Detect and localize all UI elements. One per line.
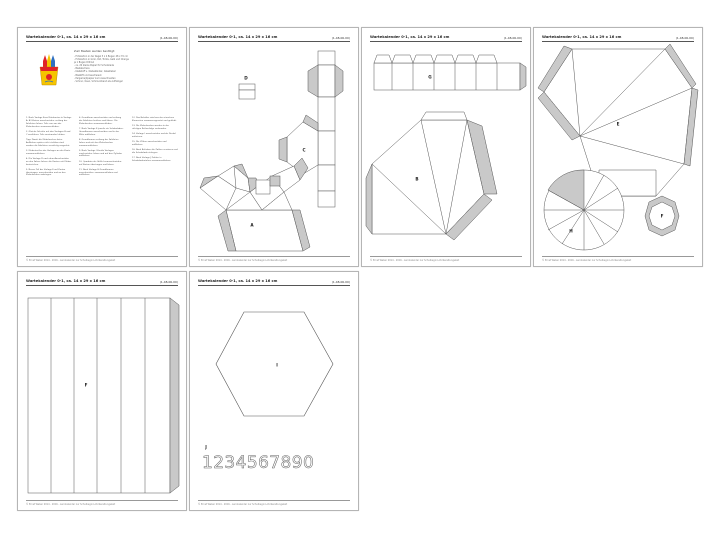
instruction-step: 9. Nach Vorlage G beide Vorlagen zuschneiden, falzen und auf den Zylinder aufkleben. [79, 149, 123, 158]
materials-heading: Zum Basteln werden benötigt: [74, 49, 115, 53]
template-sheet-3 [361, 27, 531, 267]
materials-item: je 1 Bogen DIN A4 [74, 61, 94, 65]
template-f-strips-drawing [18, 272, 187, 511]
sheet-footer: © Ernst Weber 2014 - 2016 - Lernkalender zur Schulbeginn-Vorbereitungszeit [370, 258, 460, 262]
instruction-step: 2. Gleiche Schritte mit den Vorlagen B und C ausführen, Teile aneinander kleben. [26, 130, 71, 136]
template-i-hexagon-drawing [190, 272, 359, 511]
instruction-step: 10. Quadrate als Griffe herausschneiden, auf Karton übertragen und falzen. [79, 160, 122, 166]
materials-item: - Fotokarton in Grün, Rot, Türkis, Gelb und Orange [74, 58, 129, 62]
instructions-column-3 [132, 117, 178, 165]
sheet-code: (1-48-06-00) [331, 279, 350, 284]
template-label-d: D [244, 75, 248, 81]
instruction-step: 6. Grundform ausschneiden und entlang der Falzlinien knicken und falzen. Die Klebelaschen zusammenkleben. [79, 117, 122, 125]
instruction-step: 3. Klebestreifen der Vorlagen an der Kante zusammenkleben. [26, 149, 71, 155]
footer-rule [198, 256, 350, 257]
materials-item: - Bastelschere [74, 67, 90, 71]
template-label-g: G [428, 74, 432, 80]
materials-list [74, 49, 174, 83]
template-g-b-drawing [362, 28, 531, 267]
instruction-step: 17. Nach Vorlage J Zahlen in Schokoladentalern zusammenkleben. [132, 157, 171, 163]
template-sheet-5 [17, 271, 187, 511]
template-label-e: E [616, 121, 620, 127]
template-sheet-4 [533, 27, 703, 267]
template-sheet-6 [189, 271, 359, 511]
template-label-c: C [302, 147, 306, 153]
materials-item: - Schnur, Ösen, Schmuckband als Aufhänger [74, 79, 123, 83]
template-label-i: I [276, 362, 278, 368]
sheet-footer: © Ernst Weber 2014 - 2016 - Lernkalender zur Schulbeginn-Vorbereitungszeit [542, 258, 632, 262]
template-label-a: A [250, 222, 254, 228]
footer-rule [542, 256, 694, 257]
sheet-title: Wartekalender 0-1, ca. 14 x 29 x 16 cm [198, 279, 278, 283]
instructions-column-1 [26, 117, 72, 180]
sheet-title: Wartekalender 0-1, ca. 14 x 29 x 16 cm [26, 279, 106, 283]
sheet-title: Wartekalender 0-1, ca. 14 x 29 x 16 cm [26, 35, 106, 39]
sheet-code: (1-48-06-00) [331, 35, 350, 40]
template-label-b: B [415, 176, 419, 182]
instruction-step: 1. Nach Vorlage A auf Fotokarton in Vorlage A- B3 Karton ausschneiden, entlang der Falzlinien falzen. Teile von aus der Klebelaschen zusammenkleben. [26, 117, 72, 128]
instructions-column-2 [79, 117, 125, 180]
sheet-footer: © Ernst Weber 2014 - 2016 - Lernkalender zur Schulbeginn-Vorbereitungszeit [26, 502, 116, 506]
outline-digits: 1234567890 [202, 453, 315, 473]
template-label-f: F [84, 382, 88, 388]
sheet-code: (1-48-06-00) [675, 35, 694, 40]
template-label-j: J [205, 444, 207, 450]
footer-rule [370, 256, 522, 257]
instruction-step: 5. Neues Teil der Vorlage E auf Karton übertragen, ausschneiden und an den Klebelaschen anbringen. [26, 168, 66, 177]
instruction-step: 8. Grundformen entlang der Falzlinien falzen und mit den Klebelaschen zusammenkleben. [79, 138, 119, 147]
instruction-step: 16. Nach Belieben die Zahlen verzieren und die Schokolade einlegen. [132, 149, 178, 155]
sheet-code: (1-48-06-00) [159, 35, 178, 40]
template-sheet-2 [189, 27, 359, 267]
sheet-code: (1-48-06-00) [503, 35, 522, 40]
instruction-step: 14. Vorlage I ausschneiden und als Deckel aufsetzen. [132, 133, 176, 138]
materials-item: - ca. 20 kleine Papier für Schokolade [74, 64, 114, 68]
template-a-c-d-drawing [190, 28, 359, 267]
sheet-code: (1-48-06-00) [159, 279, 178, 284]
sheet-title: Wartekalender 0-1, ca. 14 x 29 x 16 cm [542, 35, 622, 39]
template-label-f: F [660, 213, 664, 219]
template-label-h: H [569, 228, 573, 234]
sheet-footer: © Ernst Weber 2014 - 2016 - Lernkalender zur Schulbeginn-Vorbereitungszeit [198, 502, 288, 506]
instruction-step: 4. Die Vorlage D nach dem Ausschneiden an den Falzen falzen, die Kanten mit Kleber bestreichen. [26, 157, 72, 166]
footer-rule [26, 500, 178, 501]
materials-item: - Klebstoff u. Klebebänder, Alleskleber [74, 70, 116, 74]
materials-item: - Fotokarton in der Regel 5 x 4 Bogen 48 x 70 cm [74, 55, 128, 58]
template-e-h-f-drawing [534, 28, 703, 267]
footer-rule [198, 500, 350, 501]
instruction-step: Tipp: Damit die Klebelaschen beim Aufkleben später nicht sichtbar sind, werden die Falzlinien vorsichtig vorgeritzt. [26, 138, 71, 147]
sheet-title: Wartekalender 0-1, ca. 14 x 29 x 16 cm [198, 35, 278, 39]
instruction-step: 12. Das Behälter wird aus den einzelnen Elementen zusammengesetzt und geklebt. [132, 117, 177, 122]
footer-rule [26, 256, 178, 257]
materials-item: - Bleistift und Geodreieck [74, 73, 102, 77]
instruction-step: 11. Nach Vorlage H Grundformen ausschneiden, zusammenkleben und aufkleben. [79, 168, 118, 177]
sheet-footer: © Ernst Weber 2014 - 2016 - Lernkalender zur Schulbeginn-Vorbereitungszeit [26, 258, 116, 262]
template-sheet-1 [17, 27, 187, 267]
instruction-step: 13. Die Klebelaschen werden in der richtigen Reihenfolge verbunden. [132, 125, 169, 130]
sheet-title: Wartekalender 0-1, ca. 14 x 29 x 16 cm [370, 35, 450, 39]
instruction-step: 7. Nach Vorlage E jeweils ein Schokoladen-Grundformen ausschneiden und in der Mitte aufkleben. [79, 127, 124, 136]
instruction-step: 15. Die Ziffern ausschneiden und aufkleben. [132, 141, 167, 147]
sheet-footer: © Ernst Weber 2014 - 2016 - Lernkalender zur Schulbeginn-Vorbereitungszeit [198, 258, 288, 262]
materials-item: - Pergamentpapier zum Ausschneiden [74, 76, 116, 80]
